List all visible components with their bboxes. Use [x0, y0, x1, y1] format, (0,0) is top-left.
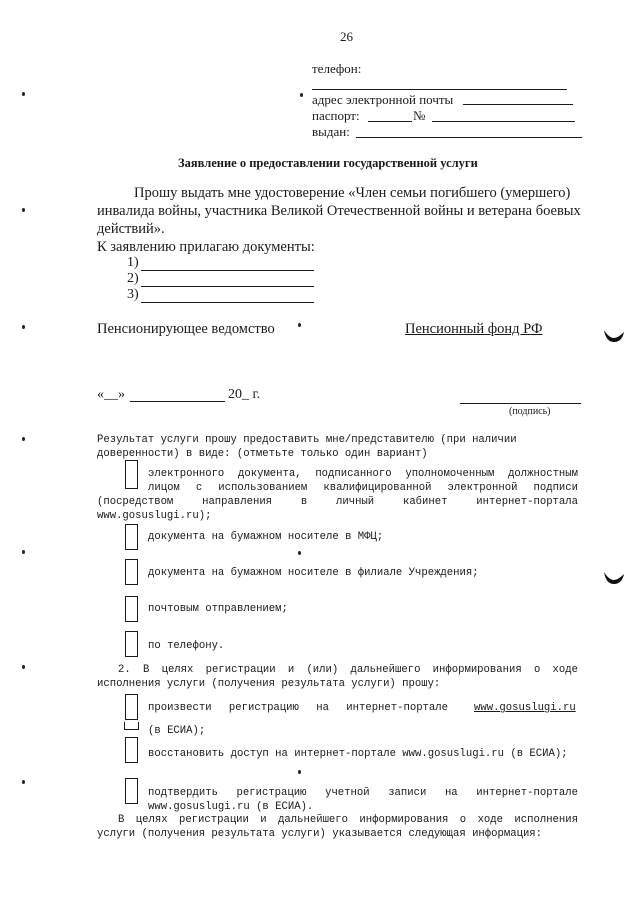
option-confirm-line-2: www.gosuslugi.ru (в ЕСИА). — [148, 801, 314, 813]
signature-label: (подпись) — [509, 406, 551, 417]
doc-line-1 — [141, 270, 314, 271]
scan-speck — [22, 780, 25, 784]
option-electronic-line-2: лицом с использованием квалифицированной электронной подписи — [148, 482, 578, 494]
option-restore: восстановить доступ на интернет-портале www.gosuslugi.ru (в ЕСИА); — [148, 748, 568, 760]
agency-value: Пенсионный фонд РФ — [405, 321, 543, 337]
option-register-link[interactable]: www.gosuslugi.ru — [474, 702, 576, 714]
result-intro-1: Результат услуги прошу предоставить мне/представителю (при наличии — [97, 434, 517, 446]
doc-line-2 — [141, 286, 314, 287]
option-confirm-line-1: подтвердить регистрацию учетной записи на интернет-портале — [148, 787, 578, 799]
date-month-line — [130, 401, 225, 402]
doc-line-3 — [141, 302, 314, 303]
checkbox-confirm[interactable] — [125, 778, 138, 804]
option-electronic-line-4: www.gosuslugi.ru); — [97, 510, 212, 522]
scan-speck — [22, 208, 25, 212]
doc-item-1: 1) — [127, 255, 139, 270]
checkbox-restore[interactable] — [125, 737, 138, 763]
attach-label: К заявлению прилагаю документы: — [97, 239, 315, 255]
agency-label: Пенсионирующее ведомство — [97, 321, 275, 337]
option-phone: по телефону. — [148, 640, 225, 652]
doc-item-3: 3) — [127, 287, 139, 302]
final-info-2: услуги (получения результата услуги) указывается следующая информация: — [97, 828, 543, 840]
signature-line — [460, 403, 581, 404]
checkbox-paper-mfc[interactable] — [125, 524, 138, 550]
request-line-1: Прошу выдать мне удостоверение «Член семьи погибшего (умершего) — [134, 185, 571, 201]
page-number: 26 — [340, 29, 353, 44]
registration-intro-2: исполнения услуги (получения результата услуги) прошу: — [97, 678, 441, 690]
option-electronic-line-1: электронного документа, подписанного уполномоченным должностным — [148, 468, 578, 480]
request-line-2: инвалида войны, участника Великой Отечественной войны и ветерана боевых — [97, 203, 581, 219]
phone-line — [312, 89, 567, 90]
scan-speck — [300, 93, 303, 97]
result-intro-2: доверенности) в виде: (отметьте только один вариант) — [97, 448, 428, 460]
scan-speck — [298, 323, 301, 327]
issued-line — [356, 137, 582, 138]
scan-speck — [298, 770, 301, 774]
checkbox-paper-branch[interactable] — [125, 559, 138, 585]
checkbox-electronic-document[interactable] — [125, 460, 138, 489]
option-register-cont: (в ЕСИА); — [148, 725, 206, 737]
punch-hole-mark — [602, 570, 626, 588]
issued-label: выдан: — [312, 124, 350, 139]
option-register: произвести регистрацию на интернет-портале — [148, 702, 448, 714]
date-open: «__» — [97, 387, 125, 402]
document-title: Заявление о предоставлении государственной услуги — [178, 156, 478, 170]
scan-speck — [22, 550, 25, 554]
option-postal: почтовым отправлением; — [148, 603, 288, 615]
email-label: адрес электронной почты — [312, 92, 454, 107]
passport-number-line — [432, 121, 575, 122]
registration-intro-1: 2. В целях регистрации и (или) дальнейшего информирования о ходе — [118, 664, 578, 676]
email-line — [463, 104, 573, 105]
passport-series-line — [368, 121, 412, 122]
bracket-mark — [124, 722, 139, 730]
option-paper-mfc: документа на бумажном носителе в МФЦ; — [148, 531, 384, 543]
option-electronic-line-3: (посредством направления в личный кабинет интернет-портала — [97, 496, 578, 508]
scan-speck — [298, 551, 301, 555]
scan-speck — [22, 325, 25, 329]
final-info-1: В целях регистрации и дальнейшего информирования о ходе исполнения — [118, 814, 578, 826]
passport-number-sign: № — [413, 108, 426, 123]
checkbox-postal[interactable] — [125, 596, 138, 622]
punch-hole-mark — [602, 328, 626, 346]
request-line-3: действий». — [97, 221, 165, 237]
checkbox-register[interactable] — [125, 694, 138, 720]
checkbox-phone[interactable] — [125, 631, 138, 657]
phone-label: телефон: — [312, 61, 362, 76]
scan-speck — [22, 92, 25, 96]
doc-item-2: 2) — [127, 271, 139, 286]
scan-speck — [22, 437, 25, 441]
date-year: 20_ г. — [228, 387, 261, 402]
scan-speck — [22, 665, 25, 669]
passport-label: паспорт: — [312, 108, 360, 123]
option-paper-branch: документа на бумажном носителе в филиале Учреждения; — [148, 567, 479, 579]
